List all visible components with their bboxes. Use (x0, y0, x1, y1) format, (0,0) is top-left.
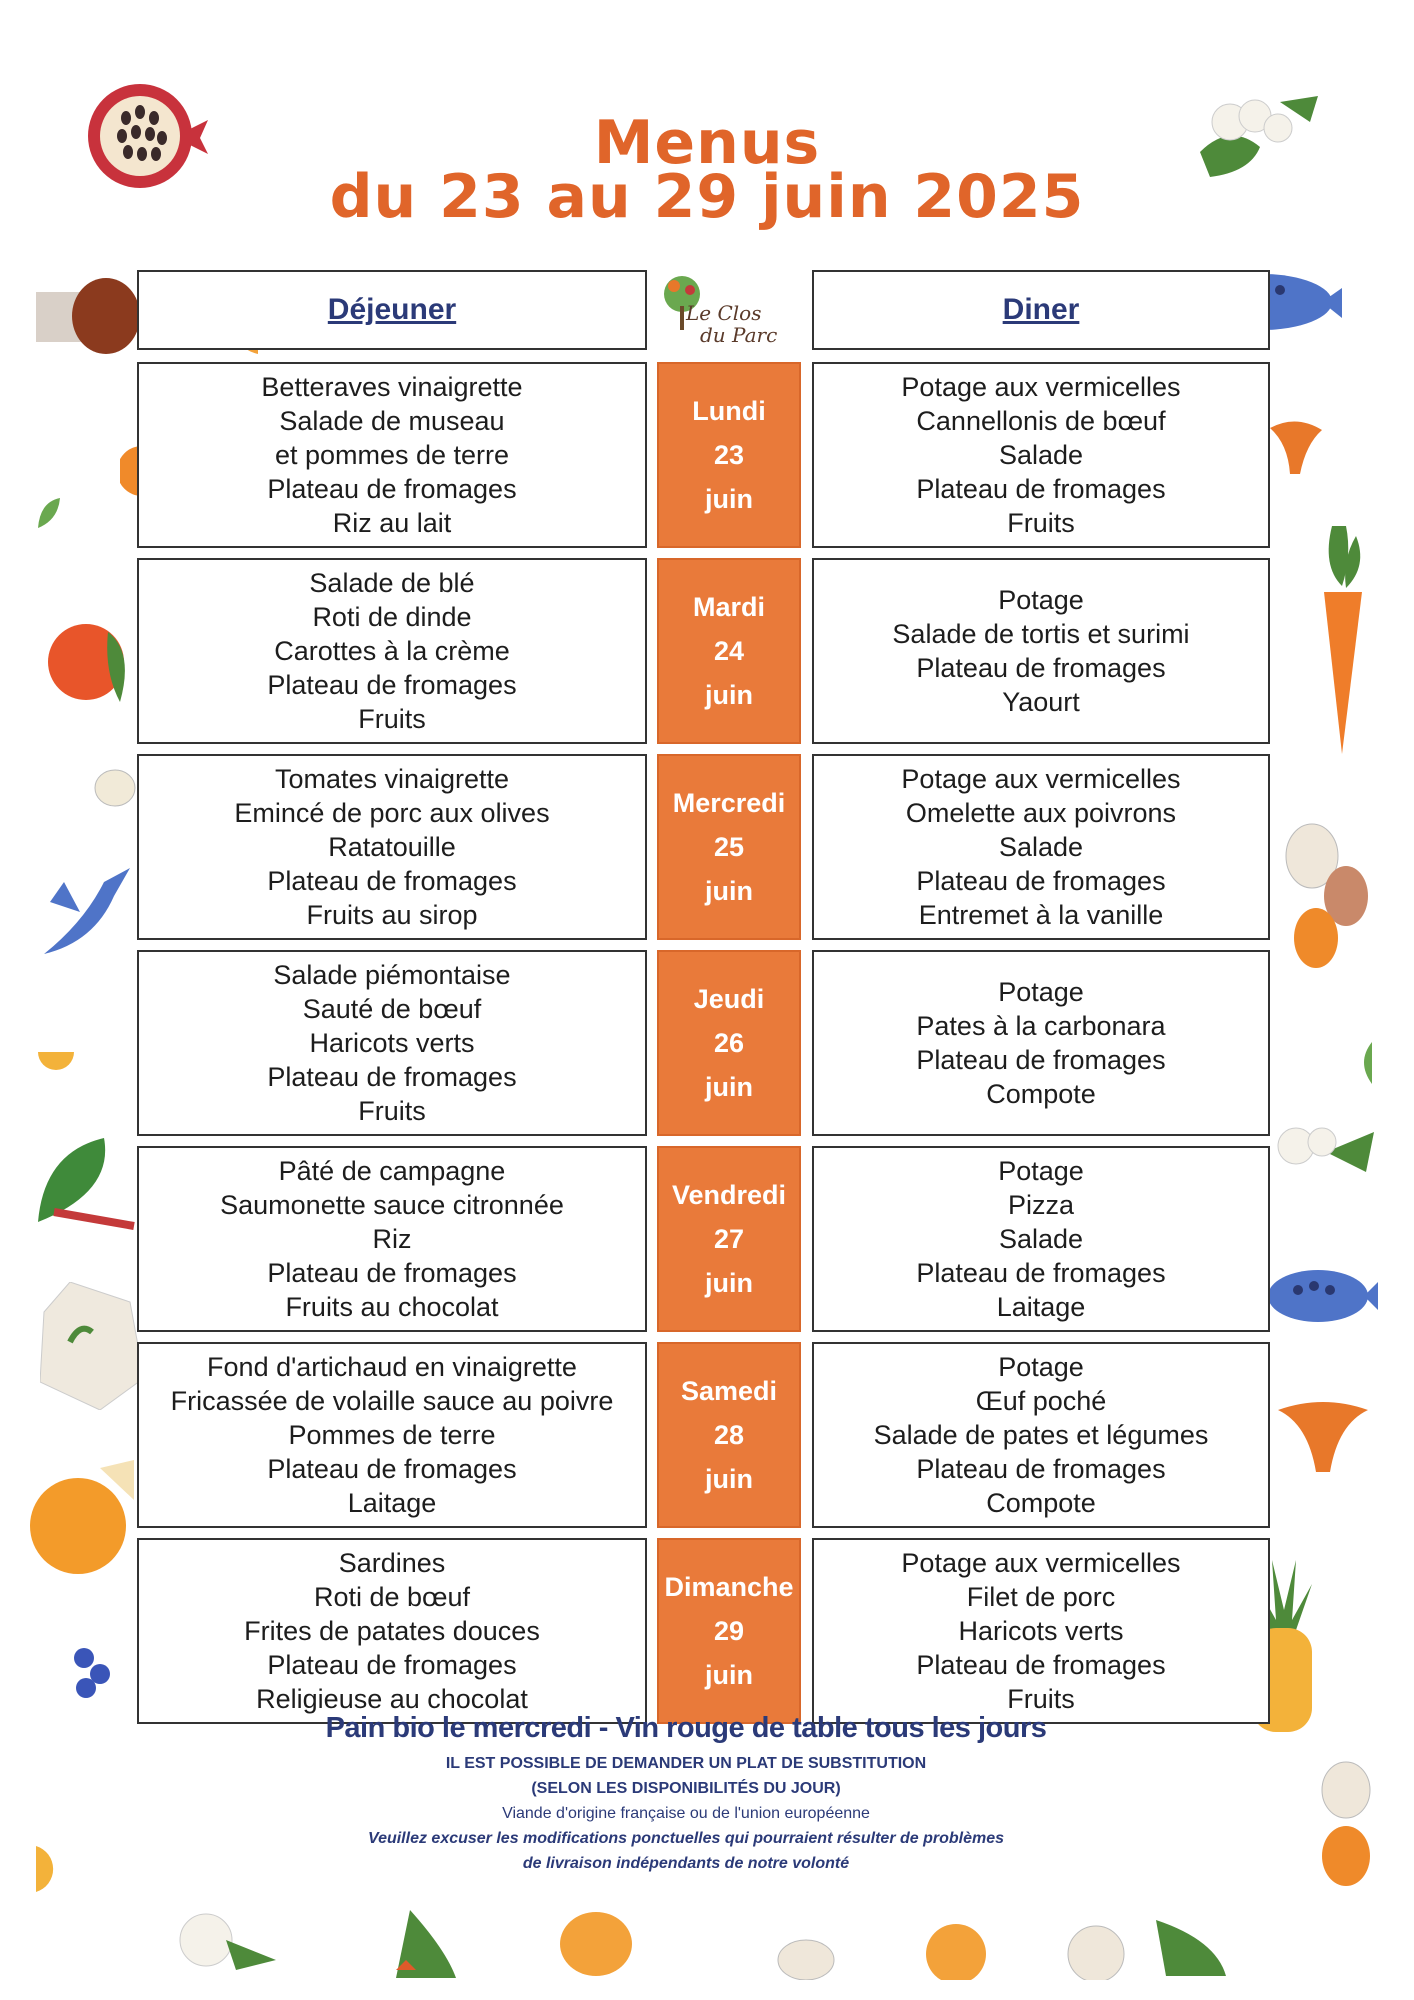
dinner-cell (812, 1146, 1270, 1332)
footer-substitution: IL EST POSSIBLE DE DEMANDER UN PLAT DE SUBSTITUTION (445, 1755, 927, 1772)
dinner-cell (812, 1538, 1270, 1724)
day-day: Mercredi (672, 788, 786, 818)
day-label (657, 1146, 801, 1332)
day-label (657, 950, 801, 1136)
dinner-header (812, 270, 1270, 350)
lunch-dish: Fruits au sirop (306, 900, 478, 930)
lunch-dish: Fricassée de volaille sauce au poivre (170, 1386, 614, 1416)
logo-text-2: du Parc (700, 323, 778, 347)
lunch-dish: Plateau de fromages (267, 670, 517, 700)
day-num: 29 (713, 1616, 745, 1646)
dinner-dish: Cannellonis de bœuf (916, 406, 1166, 436)
lunch-dish: Riz (372, 1224, 412, 1254)
day-day: Mardi (692, 592, 765, 622)
footer-headline: Pain bio le mercredi - Vin rouge de table tous les jours (325, 1712, 1047, 1744)
day-label (657, 558, 801, 744)
dinner-dish: Haricots verts (958, 1616, 1124, 1646)
lunch-dish: Ratatouille (328, 832, 456, 862)
lunch-dish: Fruits (358, 1096, 426, 1126)
day-num: 26 (713, 1028, 745, 1058)
dinner-cell (812, 754, 1270, 940)
lunch-dish: Salade piémontaise (273, 960, 511, 990)
dinner-dish: Potage (998, 977, 1084, 1007)
day-day: Dimanche (664, 1572, 794, 1602)
dinner-dish: Salade (998, 1224, 1084, 1254)
day-num: 28 (713, 1420, 745, 1450)
lunch-dish: Religieuse au chocolat (256, 1684, 528, 1714)
lunch-dish: Pâté de campagne (278, 1156, 506, 1186)
veggies-bottom-icon (166, 1900, 1246, 1980)
lunch-dish: Sardines (338, 1548, 446, 1578)
lunch-dish: Fruits au chocolat (285, 1292, 499, 1322)
day-day: Vendredi (671, 1180, 787, 1210)
dinner-cell (812, 362, 1270, 548)
lunch-cell (137, 754, 647, 940)
logo-text-1: Le Clos (686, 301, 762, 325)
lunch-cell (137, 950, 647, 1136)
dinner-dish: Omelette aux poivrons (905, 798, 1177, 828)
lunch-dish: Haricots verts (309, 1028, 475, 1058)
lunch-header (137, 270, 647, 350)
page-title: Menus (593, 108, 821, 178)
clos-du-parc-logo (656, 266, 796, 354)
lunch-dish: Pommes de terre (288, 1420, 496, 1450)
lunch-dish: Roti de bœuf (313, 1582, 471, 1612)
lunch-dish: Frites de patates douces (244, 1616, 540, 1646)
dinner-dish: Plateau de fromages (916, 474, 1166, 504)
day-day: Samedi (680, 1376, 778, 1406)
lunch-cell (137, 362, 647, 548)
footer-meat-origin: Viande d'origine française ou de l'union européenne (502, 1805, 870, 1822)
day-month: juin (705, 484, 753, 514)
dinner-dish: Plateau de fromages (916, 1045, 1166, 1075)
lunch-dish: et pommes de terre (274, 440, 510, 470)
dinner-dish: Plateau de fromages (916, 1454, 1166, 1484)
lunch-dish: Roti de dinde (312, 602, 472, 632)
lemon-slice-icon (36, 1846, 74, 1892)
lunch-dish: Plateau de fromages (267, 1650, 517, 1680)
menu-row (0, 558, 1414, 744)
day-month: juin (705, 1660, 753, 1690)
dinner-dish: Potage aux vermicelles (901, 1548, 1181, 1578)
dinner-dish: Pates à la carbonara (916, 1011, 1166, 1041)
dinner-dish: Filet de porc (966, 1582, 1116, 1612)
lunch-dish: Plateau de fromages (267, 474, 517, 504)
lunch-dish: Laitage (347, 1488, 437, 1518)
lunch-dish: Plateau de fromages (267, 1454, 517, 1484)
dinner-dish: Plateau de fromages (916, 1650, 1166, 1680)
day-label (657, 1342, 801, 1528)
lunch-dish: Carottes à la crème (274, 636, 510, 666)
dinner-header-label: Diner (1002, 293, 1080, 326)
lunch-cell (137, 1342, 647, 1528)
dinner-dish: Potage (998, 585, 1084, 615)
dinner-dish: Potage (998, 1156, 1084, 1186)
dinner-dish: Œuf poché (975, 1386, 1107, 1416)
lunch-dish: Riz au lait (332, 508, 452, 538)
dinner-cell (812, 1342, 1270, 1528)
dinner-dish: Compote (986, 1079, 1096, 1109)
lunch-dish: Salade de museau (279, 406, 505, 436)
dinner-dish: Salade de tortis et surimi (892, 619, 1190, 649)
dinner-cell (812, 950, 1270, 1136)
dinner-dish: Salade (998, 440, 1084, 470)
day-day: Jeudi (693, 984, 765, 1014)
day-num: 25 (713, 832, 745, 862)
footer-availability: (SELON LES DISPONIBILITÉS DU JOUR) (531, 1780, 841, 1797)
lunch-dish: Plateau de fromages (267, 866, 517, 896)
footer-notes (270, 1712, 1102, 1876)
lunch-dish: Emincé de porc aux olives (234, 798, 550, 828)
dinner-dish: Potage (998, 1352, 1084, 1382)
lunch-cell (137, 558, 647, 744)
page-subtitle-dates: du 23 au 29 juin 2025 (329, 162, 1085, 232)
day-label (657, 362, 801, 548)
day-month: juin (705, 1268, 753, 1298)
dinner-dish: Potage aux vermicelles (901, 372, 1181, 402)
lunch-dish: Plateau de fromages (267, 1062, 517, 1092)
dinner-dish: Plateau de fromages (916, 1258, 1166, 1288)
lunch-dish: Plateau de fromages (267, 1258, 517, 1288)
lunch-cell (137, 1146, 647, 1332)
dinner-dish: Potage aux vermicelles (901, 764, 1181, 794)
mushroom-icon (36, 274, 140, 358)
dinner-dish: Entremet à la vanille (918, 900, 1164, 930)
dinner-dish: Plateau de fromages (916, 866, 1166, 896)
lunch-header-label: Déjeuner (327, 293, 457, 326)
lunch-dish: Saumonette sauce citronnée (220, 1190, 564, 1220)
menu-row (0, 754, 1414, 940)
dinner-dish: Fruits (1007, 1684, 1075, 1714)
dinner-dish: Plateau de fromages (916, 653, 1166, 683)
footer-apology-2: de livraison indépendants de notre volonté (522, 1855, 850, 1872)
day-num: 24 (713, 636, 745, 666)
lunch-dish: Fond d'artichaud en vinaigrette (207, 1352, 577, 1382)
dinner-dish: Yaourt (1002, 687, 1080, 717)
dinner-cell (812, 558, 1270, 744)
day-month: juin (705, 1464, 753, 1494)
day-month: juin (705, 680, 753, 710)
lunch-dish: Sauté de bœuf (302, 994, 482, 1024)
lunch-cell (137, 1538, 647, 1724)
dinner-dish: Compote (986, 1488, 1096, 1518)
dinner-dish: Pizza (1007, 1190, 1075, 1220)
lunch-dish: Salade de blé (309, 568, 475, 598)
day-num: 27 (713, 1224, 745, 1254)
eggs-icon (1318, 1760, 1374, 1890)
day-month: juin (705, 1072, 753, 1102)
lunch-dish: Tomates vinaigrette (274, 764, 510, 794)
dinner-dish: Laitage (996, 1292, 1086, 1322)
dinner-dish: Fruits (1007, 508, 1075, 538)
day-label (657, 754, 801, 940)
dinner-dish: Salade de pates et légumes (873, 1420, 1209, 1450)
menu-row (0, 362, 1414, 548)
day-num: 23 (713, 440, 745, 470)
lunch-dish: Fruits (358, 704, 426, 734)
day-label (657, 1538, 801, 1724)
menu-row (0, 1538, 1414, 1724)
dinner-dish: Salade (998, 832, 1084, 862)
menu-row (0, 1146, 1414, 1332)
footer-apology-1: Veuillez excuser les modifications ponctuelles qui pourraient résulter de problèmes (367, 1830, 1005, 1847)
lunch-dish: Betteraves vinaigrette (261, 372, 523, 402)
day-month: juin (705, 876, 753, 906)
menu-row (0, 950, 1414, 1136)
day-day: Lundi (692, 396, 766, 426)
menu-row (0, 1342, 1414, 1528)
